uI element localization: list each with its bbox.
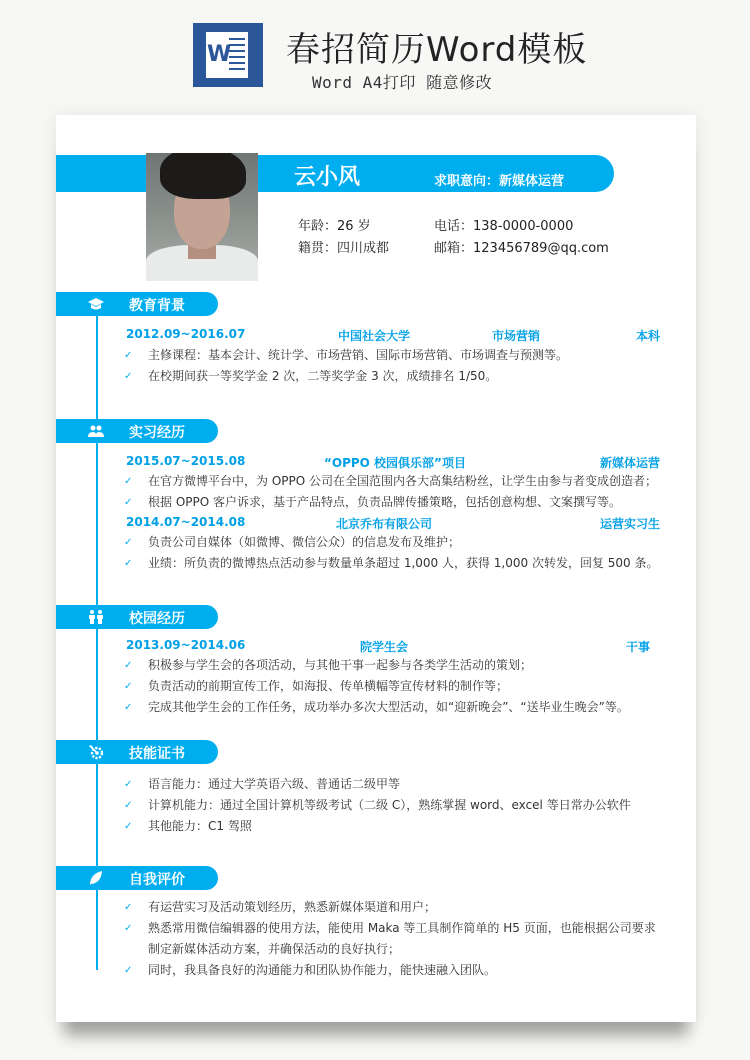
period: 2013.09~2014.06 bbox=[126, 638, 246, 652]
check-icon: ✓ bbox=[124, 681, 133, 692]
internship-row-head bbox=[126, 515, 660, 533]
list-item: ✓ 业绩：所负责的微博热点活动参与数量单条超过 1,000 人，获得 1,000 次转发，回复 500 条。 bbox=[124, 553, 664, 574]
internship-row-head bbox=[126, 454, 660, 472]
organization: 北京乔布有限公司 bbox=[336, 517, 433, 531]
check-icon: ✓ bbox=[124, 660, 133, 671]
check-icon: ✓ bbox=[124, 923, 133, 934]
check-icon: ✓ bbox=[124, 821, 133, 832]
job-intent: 求职意向：新媒体运营 bbox=[434, 174, 565, 189]
check-icon: ✓ bbox=[124, 902, 133, 913]
check-icon: ✓ bbox=[124, 537, 133, 548]
section-education: 教育背景 bbox=[56, 292, 218, 316]
list-item: ✓ 在官方微博平台中，为 OPPO 公司在全国范围内各大高集结粉丝，让学生由参与者变成创造者； bbox=[124, 471, 664, 492]
check-icon: ✓ bbox=[124, 371, 133, 382]
role: 新媒体运营 bbox=[599, 456, 660, 470]
template-banner bbox=[0, 0, 750, 105]
age-field: 年龄：26 岁 bbox=[298, 219, 371, 234]
banner-title: 春招简历Word模板 bbox=[286, 30, 588, 70]
list-item: ✓ 其他能力：C1 驾照 bbox=[124, 816, 664, 837]
section-skills: 技能证书 bbox=[56, 740, 218, 764]
candidate-name: 云小风 bbox=[294, 165, 361, 190]
list-item: ✓ 根据 OPPO 客户诉求，基于产品特点，负责品牌传播策略，包括创意构想、文案撰写等。 bbox=[124, 492, 664, 513]
list-item: ✓ 完成其他学生会的工作任务，成功举办多次大型活动，如“迎新晚会”、“送毕业生晚会”等。 bbox=[124, 697, 664, 718]
list-item: ✓ 在校期间获一等奖学金 2 次，二等奖学金 3 次，成绩排名 1/50。 bbox=[124, 366, 664, 387]
list-item: ✓ 有运营实习及活动策划经历，熟悉新媒体渠道和用户； bbox=[124, 897, 664, 918]
resume-page bbox=[56, 115, 696, 1022]
period: 2012.09~2016.07 bbox=[126, 327, 246, 341]
school: 中国社会大学 bbox=[338, 329, 411, 343]
hometown-field: 籍贯：四川成都 bbox=[298, 241, 390, 256]
section-self-evaluation: 自我评价 bbox=[56, 866, 218, 890]
check-icon: ✓ bbox=[124, 779, 133, 790]
list-item: ✓ 主修课程：基本会计、统计学、市场营销、国际市场营销、市场调查与预测等。 bbox=[124, 345, 664, 366]
profile-photo bbox=[146, 153, 258, 281]
period: 2015.07~2015.08 bbox=[126, 454, 246, 468]
check-icon: ✓ bbox=[124, 350, 133, 361]
education-row-head bbox=[126, 327, 660, 345]
check-icon: ✓ bbox=[124, 702, 133, 713]
role: 干事 bbox=[625, 640, 650, 654]
check-icon: ✓ bbox=[124, 800, 133, 811]
list-item: ✓ 同时，我具备良好的沟通能力和团队协作能力，能快速融入团队。 bbox=[124, 960, 664, 981]
list-item: ✓ 负责公司自媒体（如微博、微信公众）的信息发布及维护； bbox=[124, 532, 664, 553]
check-icon: ✓ bbox=[124, 558, 133, 569]
organization: “OPPO 校园俱乐部”项目 bbox=[324, 456, 466, 470]
period: 2014.07~2014.08 bbox=[126, 515, 246, 529]
banner-subtitle: Word A4打印 随意修改 bbox=[312, 73, 493, 92]
list-item: ✓ 负责活动的前期宣传工作，如海报、传单横幅等宣传材料的制作等； bbox=[124, 676, 664, 697]
organization: 院学生会 bbox=[360, 640, 409, 654]
check-icon: ✓ bbox=[124, 965, 133, 976]
campus-row-head bbox=[126, 638, 660, 656]
list-item: ✓ 计算机能力：通过全国计算机等级考试（二级 C），熟练掌握 word、excel 等日常办公软件 bbox=[124, 795, 664, 816]
check-icon: ✓ bbox=[124, 476, 133, 487]
degree: 本科 bbox=[635, 329, 660, 343]
list-item: ✓ 积极参与学生会的各项活动，与其他干事一起参与各类学生活动的策划； bbox=[124, 655, 664, 676]
major: 市场营销 bbox=[492, 329, 541, 343]
list-item: ✓ 熟悉常用微信编辑器的使用方法，能使用 Maka 等工具制作简单的 H5 页面，也能根据公司要求制定新媒体活动方案，并确保活动的良好执行； bbox=[124, 918, 664, 960]
check-icon: ✓ bbox=[124, 497, 133, 508]
people-icon bbox=[88, 423, 104, 439]
list-item: ✓ 语言能力：通过大学英语六级、普通话二级甲等 bbox=[124, 774, 664, 795]
gear-wrench-icon bbox=[88, 744, 104, 760]
phone-field: 电话：138-0000-0000 bbox=[434, 219, 574, 234]
role: 运营实习生 bbox=[599, 517, 660, 531]
email-field: 邮箱：123456789@qq.com bbox=[434, 241, 609, 256]
section-campus: 校园经历 bbox=[56, 605, 218, 629]
leaf-icon bbox=[88, 870, 104, 886]
campus-people-icon bbox=[88, 609, 104, 625]
section-internship: 实习经历 bbox=[56, 419, 218, 443]
graduation-cap-icon bbox=[88, 296, 104, 312]
word-icon: W bbox=[193, 23, 263, 87]
